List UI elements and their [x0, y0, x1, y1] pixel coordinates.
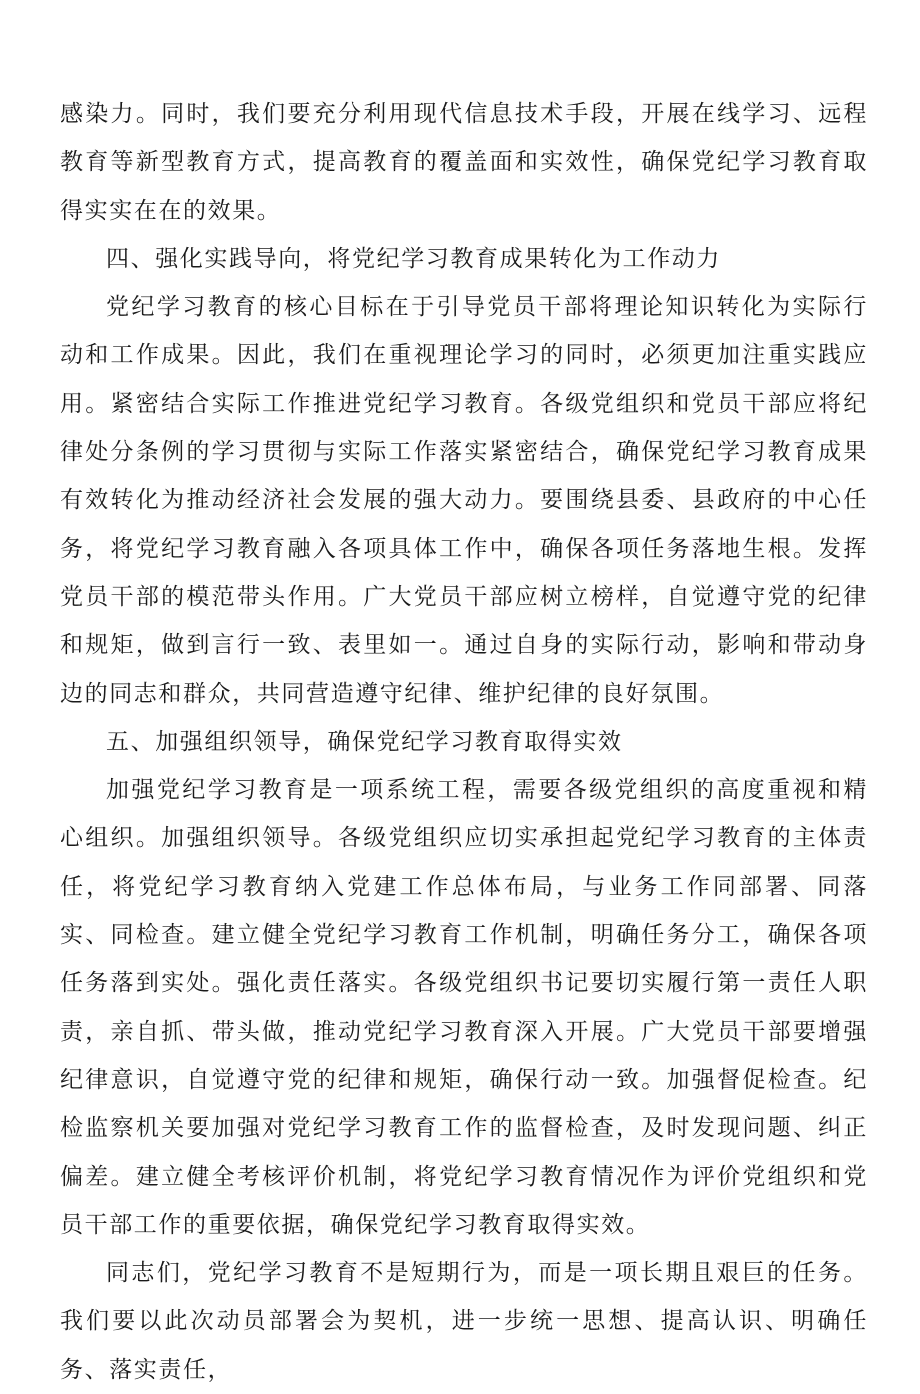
document-page — [60, 90, 868, 1394]
paragraph-leadership: 加强党纪学习教育是一项系统工程，需要各级党组织的高度重视和精心组织。加强组织领导。各级党组织应切实承担起党纪学习教育的主体责任，将党纪学习教育纳入党建工作总体布局，与业务工作同部署、同落实、同检查。建立健全党纪学习教育工作机制，明确任务分工，确保各项任务落到实处。强化责任落实。各级党组织书记要切实履行第一责任人职责，亲自抓、带头做，推动党纪学习教育深入开展。广大党员干部要增强纪律意识，自觉遵守党的纪律和规矩，确保行动一致。加强督促检查。纪检监察机关要加强对党纪学习教育工作的监督检查，及时发现问题、纠正偏差。建立健全考核评价机制，将党纪学习教育情况作为评价党组织和党员干部工作的重要依据，确保党纪学习教育取得实效。 — [60, 777, 868, 1238]
section-heading-five: 五、加强组织领导，确保党纪学习教育取得实效 — [106, 728, 623, 755]
section-heading-four: 四、强化实践导向，将党纪学习教育成果转化为工作动力 — [106, 245, 721, 272]
paragraph-continuation: 感染力。同时，我们要充分利用现代信息技术手段，开展在线学习、远程教育等新型教育方式，提高教育的覆盖面和实效性，确保党纪学习教育取得实实在在的效果。 — [60, 101, 868, 224]
paragraph-closing: 同志们，党纪学习教育不是短期行为，而是一项长期且艰巨的任务。我们要以此次动员部署会为契机，进一步统一思想、提高认识、明确任务、落实责任， — [60, 1260, 868, 1383]
paragraph-practice: 党纪学习教育的核心目标在于引导党员干部将理论知识转化为实际行动和工作成果。因此，我们在重视理论学习的同时，必须更加注重实践应用。紧密结合实际工作推进党纪学习教育。各级党组织和党员干部应将纪律处分条例的学习贯彻与实际工作落实紧密结合，确保党纪学习教育成果有效转化为推动经济社会发展的强大动力。要围绕县委、县政府的中心任务，将党纪学习教育融入各项具体工作中，确保各项任务落地生根。发挥党员干部的模范带头作用。广大党员干部应树立榜样，自觉遵守党的纪律和规矩，做到言行一致、表里如一。通过自身的实际行动，影响和带动身边的同志和群众，共同营造遵守纪律、维护纪律的良好氛围。 — [60, 294, 868, 707]
